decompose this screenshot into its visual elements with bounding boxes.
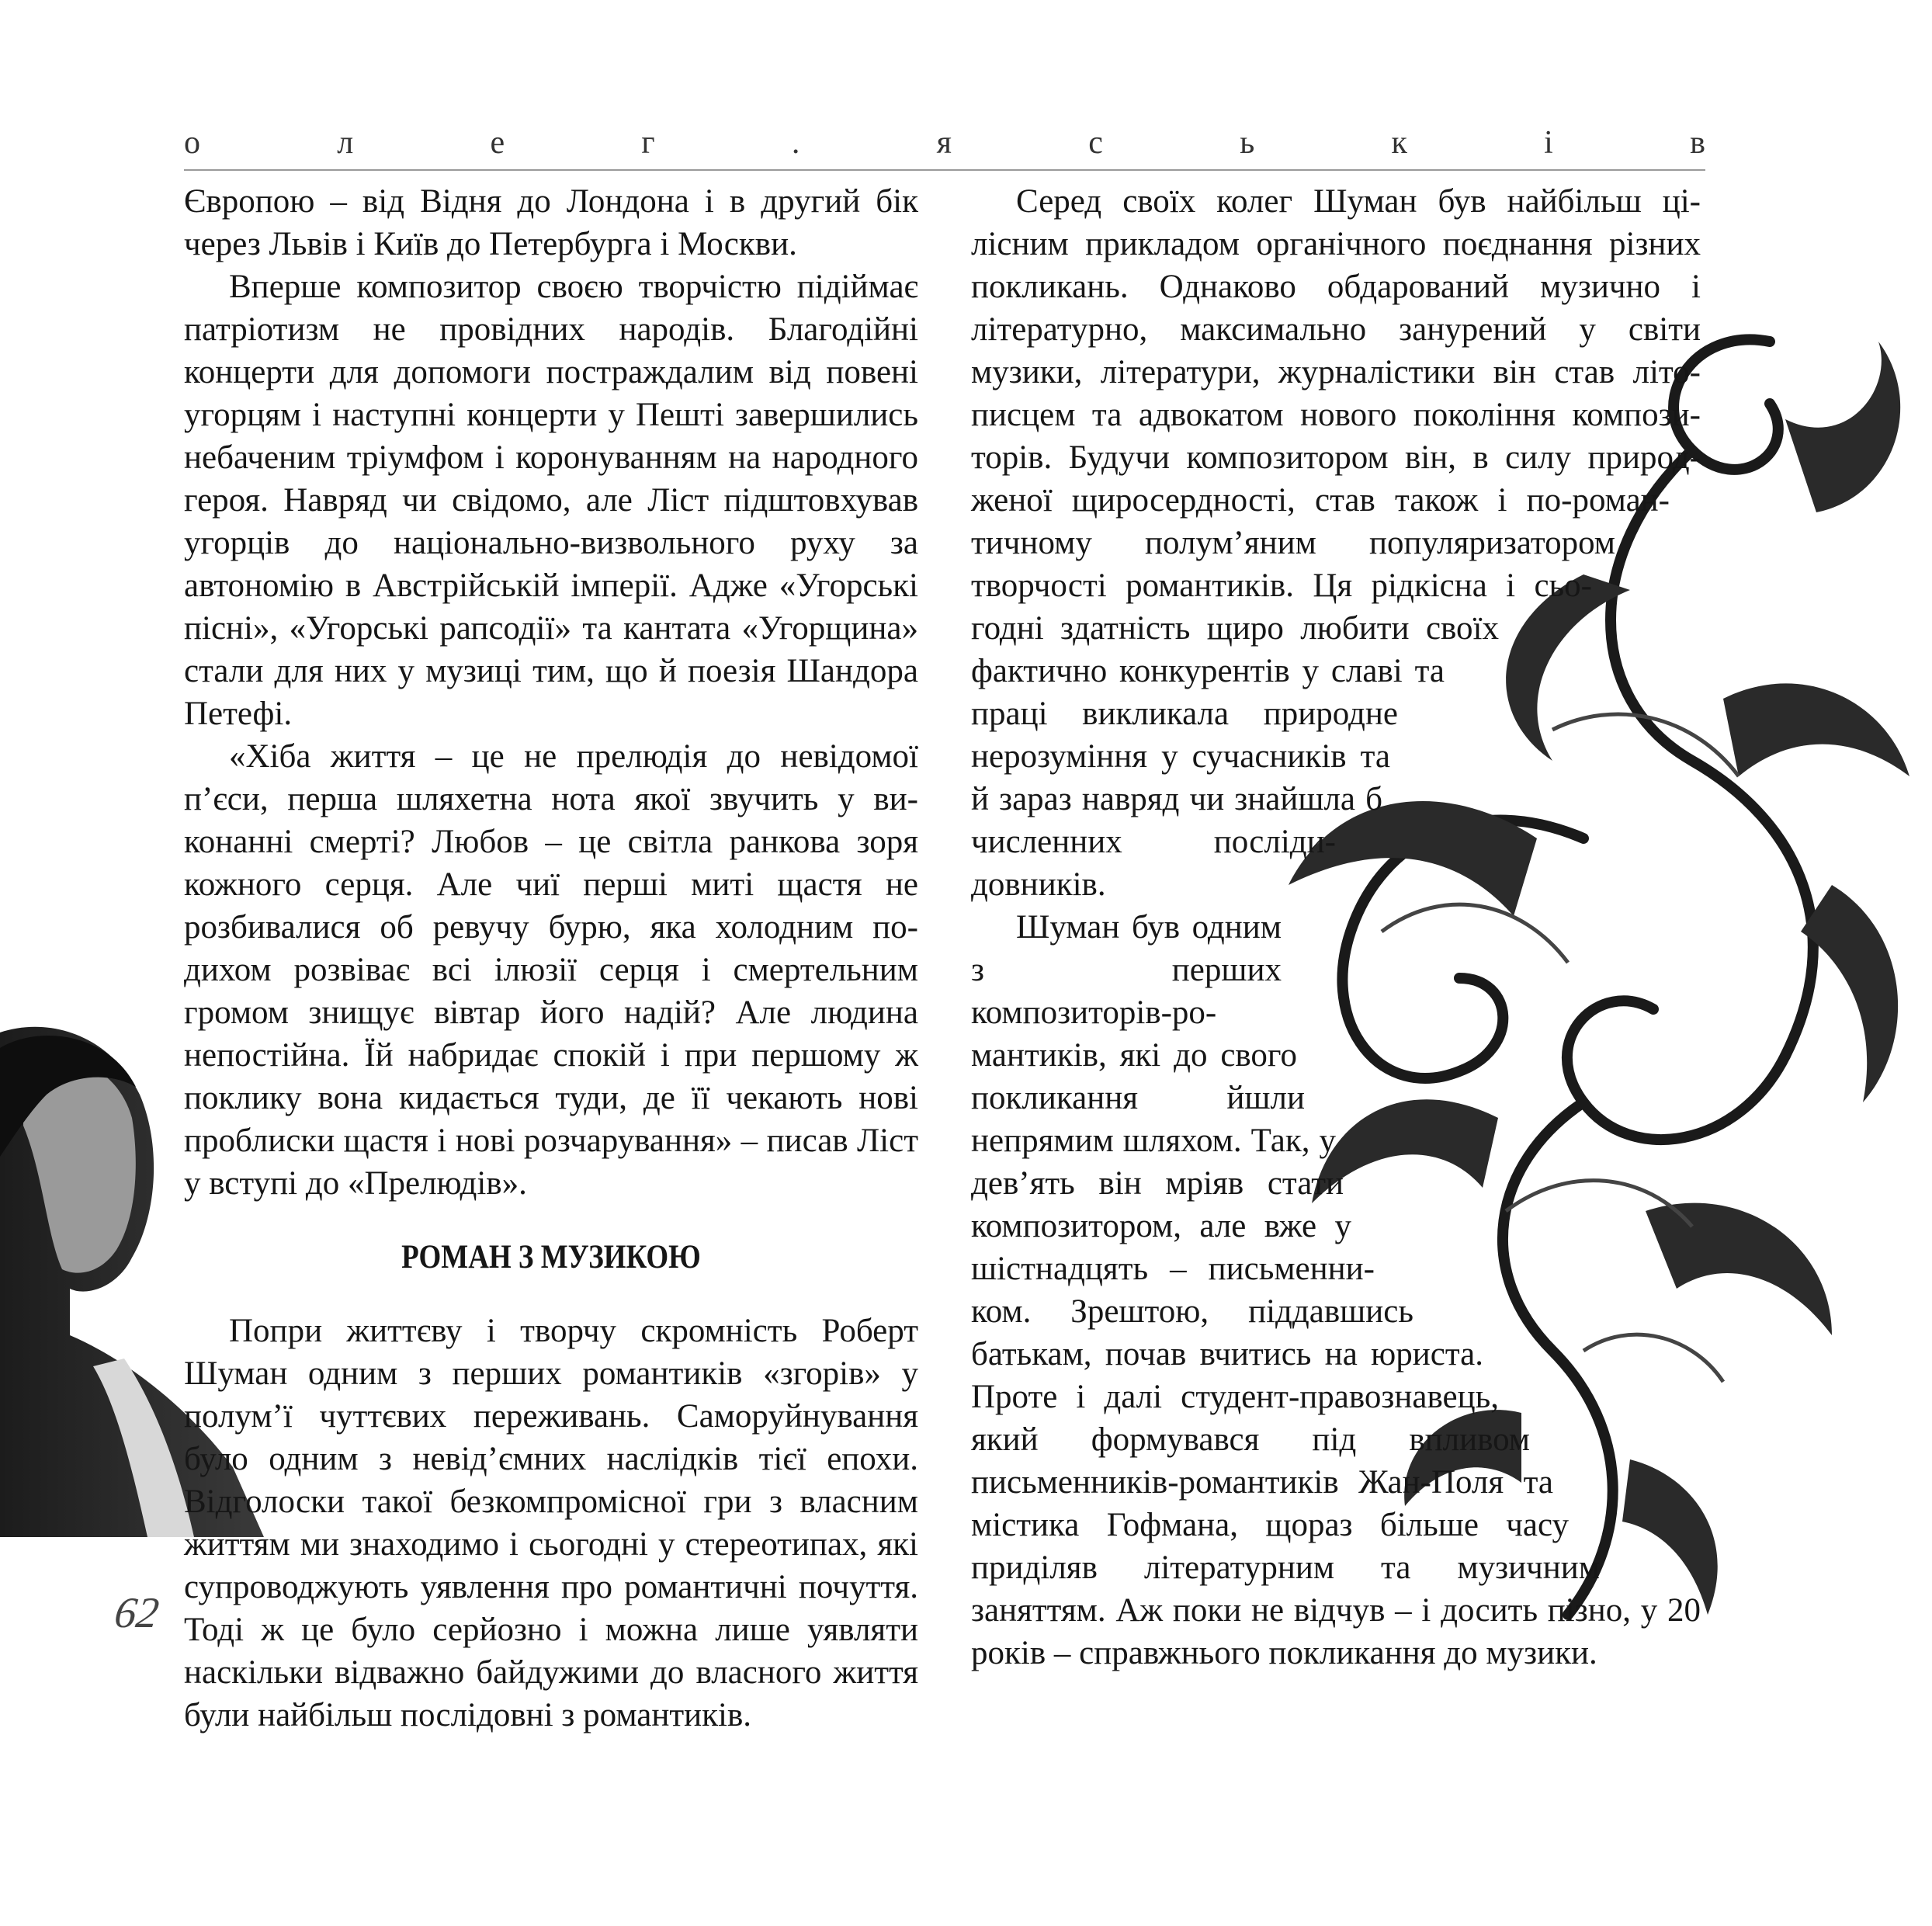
header-letter: .	[791, 125, 800, 161]
paragraph: Попри життєву і творчу скромність Роберт Шуман одним з перших романтиків «згорів» у полум’ї чуттєвих переживань. Саморуйнування було одним з невід’ємних наслідків тієї епохи. Відголоски такої безкомпромісної гри з власним життям ми знаходимо і сьогодні у стереотипах, які супроводжують уявлення про романтичні почуття. Тоді ж це було серйозно і можна лише уявляти наскільки відважно байдужими до власного життя були найбільш послідовні з романтиків.	[184, 1313, 918, 1733]
right-column	[971, 180, 1701, 1674]
header-rule	[184, 169, 1705, 171]
left-column	[184, 180, 918, 1737]
paragraph: Європою – від Відня до Лондона і в другий бік через Львів і Київ до Петербурга і Москви.	[184, 183, 918, 262]
header-letter: к	[1391, 125, 1407, 161]
running-header	[184, 126, 1705, 160]
paragraph: «Хіба життя – це не прелюдія до невідомої п’єси, перша шляхетна нота якої звучить у виконанні смерті? Любов – це світла ранкова зоря кожного серця. Але чиї перші миті щастя не розбивалися об ревучу бурю, яка холодним подихом розвіває всі ілюзії серця і смертельним громом знищує вівтар його надій? Але людина непостійна. Їй набридає спокій і при першому ж поклику вона кидається туди, де її чекають нові проблиски щастя і нові розчарування» – писав Ліст у вступі до «Прелюдів».	[184, 738, 918, 1202]
header-letter: ь	[1240, 125, 1255, 161]
header-letter: г	[641, 125, 655, 161]
paragraph: Вперше композитор своєю творчістю підіймає патріотизм не провідних народів. Благодійні концерти для допомоги постраждалим від повені угорцям і наступні концерти у Пешті завершились небаченим тріумфом і коронуванням на народного героя. Навряд чи свідомо, але Ліст підштовхував угорців до національно-визвольного руху за автономію в Австрійській імперії. Адже «Угорські пісні», «Угорські рапсодії» та кантата «Угорщина» стали для них у музиці тим, що й поезія Шандора Петефі.	[184, 269, 918, 732]
page-number: 62	[111, 1589, 162, 1637]
paragraph: Серед своїх колег Шуман був найбільш цілісним прикладом органічного поєднання різних покликань. Однаково обдарований музично і літературно, максимально занурений у світи музики, літератури, журналістики він став літописцем та адвокатом нового покоління композиторів. Будучи композитором він, в силу природженої щиросердності, став також і по-романтичному полум’яним популяризатором творчості романтиків. Ця рідкісна і сьогодні здатність щиро любити своїх фактично конкурентів у славі та праці викликала природне нерозуміння у сучасників та й зараз навряд чи знайшла б численних послідидовників.	[971, 183, 1701, 903]
header-letter: і	[1544, 125, 1553, 161]
header-letter: в	[1690, 125, 1705, 161]
header-letter: л	[337, 125, 354, 161]
header-letter: с	[1088, 125, 1103, 161]
header-letter: е	[490, 125, 505, 161]
section-heading: РОМАН З МУЗИКОЮ	[401, 1239, 701, 1275]
header-letter: я	[936, 125, 952, 161]
header-letter: о	[184, 125, 200, 161]
paragraph: Шуман був одним з перших композиторів-романтиків, які до свого покликання йшли непрямим шляхом. Так, у дев’ять він мріяв стати композитором, але вже у шістнадцять – письменником. Зрештою, піддавшись батькам, почав вчитись на юриста. Проте і далі студент-правознавець, який формувався під впливом письменників-романтиків Жан-Поля та містика Гофмана, щораз більше часу приділяв літературним та музичним заняттям. Аж поки не відчув – і досить пізно, у 20 років – справжнього покликання до музики.	[971, 909, 1701, 1671]
